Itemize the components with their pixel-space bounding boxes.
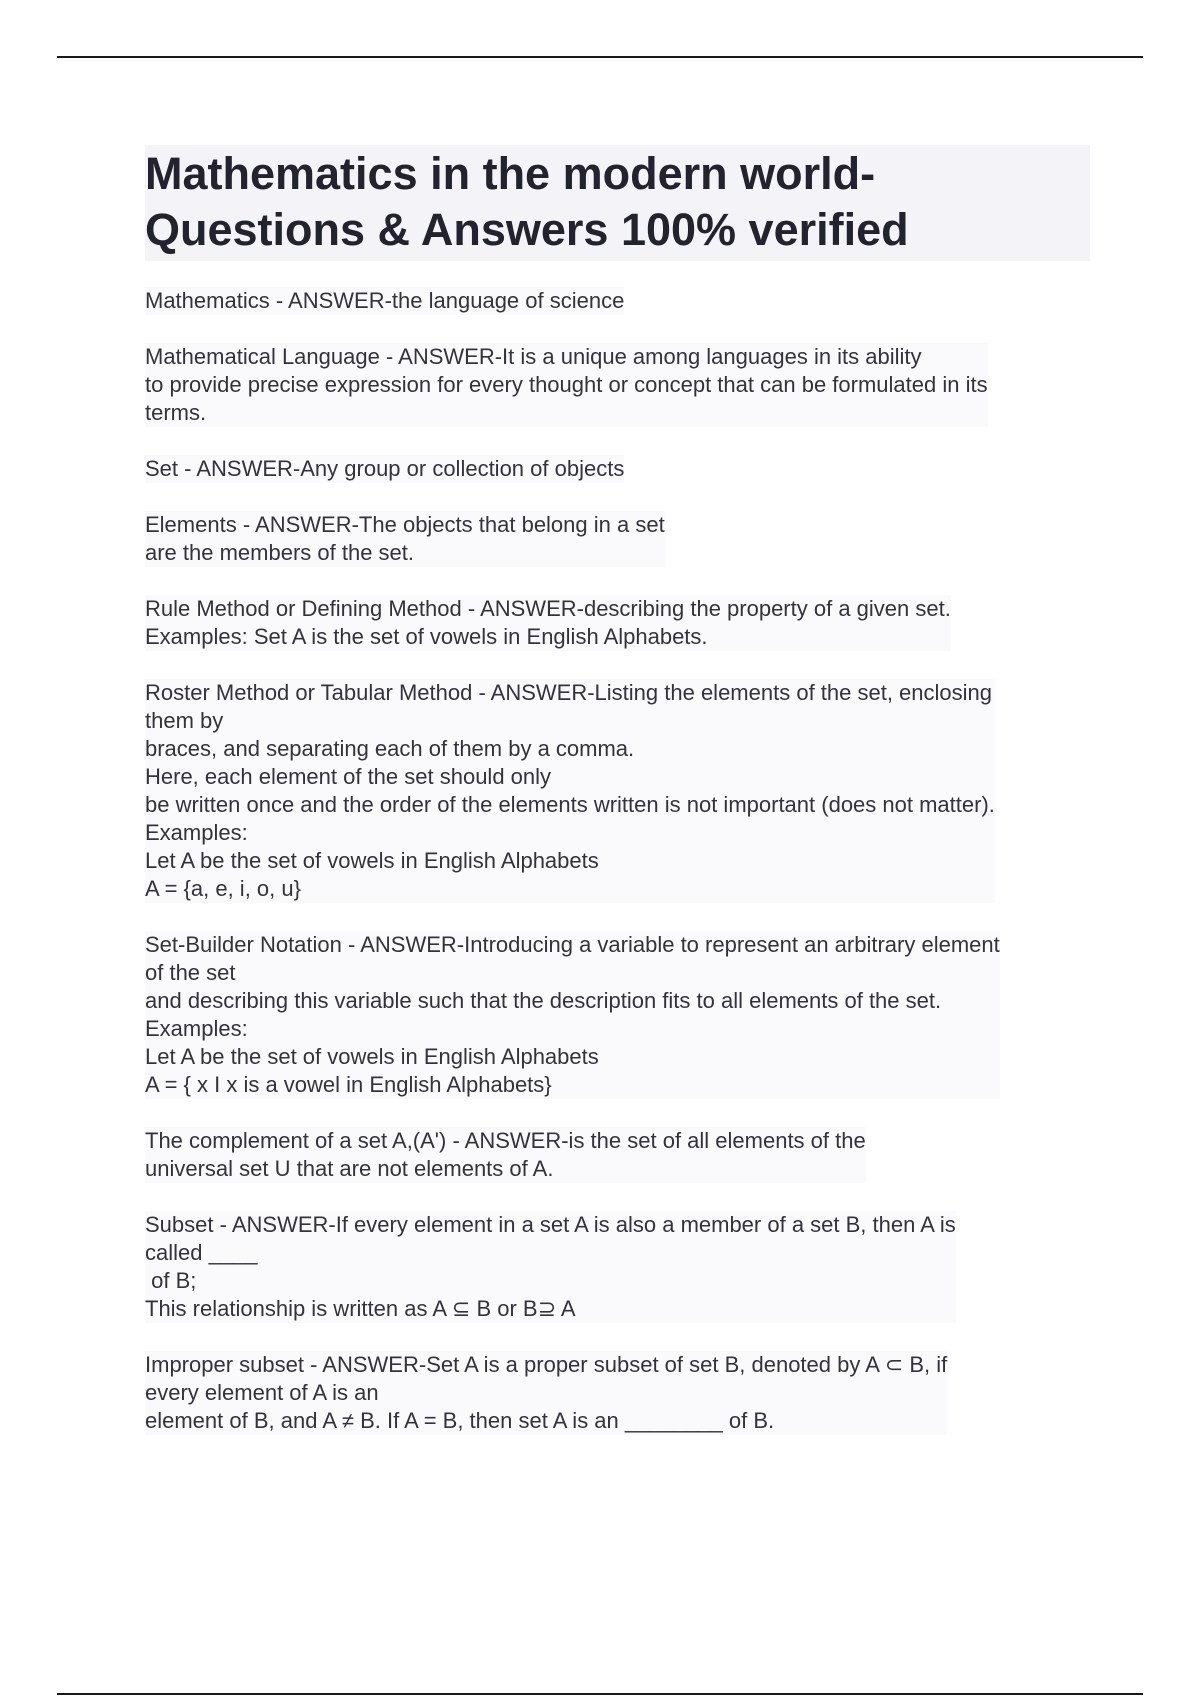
qa-line: be written once and the order of the elements written is not important (does not matter). [145, 792, 995, 817]
qa-line: Elements - ANSWER-The objects that belong in a set [145, 512, 665, 537]
qa-item [145, 455, 624, 483]
qa-line: Examples: Set A is the set of vowels in English Alphabets. [145, 624, 708, 649]
qa-item [145, 679, 995, 903]
qa-line: Set - ANSWER-Any group or collection of objects [145, 456, 625, 481]
qa-line: Here, each element of the set should only [145, 764, 552, 789]
qa-line: Set-Builder Notation - ANSWER-Introducing a variable to represent an arbitrary element [145, 932, 1000, 957]
qa-line: element of B, and A ≠ B. If A = B, then set A is an ________ of B. [145, 1408, 775, 1433]
qa-line: Rule Method or Defining Method - ANSWER-describing the property of a given set. [145, 596, 951, 621]
qa-line: universal set U that are not elements of A. [145, 1156, 554, 1181]
qa-item [145, 1351, 947, 1435]
qa-line: This relationship is written as A ⊆ B or B⊇ A [145, 1296, 576, 1321]
header-rule [57, 56, 1143, 58]
qa-line: every element of A is an [145, 1380, 379, 1405]
qa-line: Roster Method or Tabular Method - ANSWER-Listing the elements of the set, enclosing [145, 680, 993, 705]
qa-line: Let A be the set of vowels in English Alphabets [145, 1044, 599, 1069]
qa-line: are the members of the set. [145, 540, 415, 565]
qa-line: them by [145, 708, 224, 733]
qa-line: Examples: [145, 820, 248, 845]
document-title [145, 145, 1090, 261]
title-line: Questions & Answers 100% verified [145, 204, 909, 255]
qa-list [145, 287, 1090, 1435]
qa-item [145, 511, 665, 567]
qa-item [145, 1127, 866, 1183]
qa-line: and describing this variable such that the description fits to all elements of the set. [145, 988, 942, 1013]
qa-line: of the set [145, 960, 236, 985]
footer-rule [57, 1693, 1143, 1695]
qa-item [145, 595, 951, 651]
qa-line: to provide precise expression for every thought or concept that can be formulated in its [145, 372, 988, 397]
qa-line: of B; [145, 1268, 197, 1293]
qa-line: Examples: [145, 1016, 248, 1041]
qa-line: braces, and separating each of them by a comma. [145, 736, 635, 761]
qa-item [145, 343, 988, 427]
qa-item [145, 287, 624, 315]
qa-line: A = {a, e, i, o, u} [145, 876, 301, 901]
qa-line: The complement of a set A,(A') - ANSWER-is the set of all elements of the [145, 1128, 866, 1153]
title-line: Mathematics in the modern world- [145, 148, 876, 199]
qa-line: A = { x I x is a vowel in English Alphabets} [145, 1072, 552, 1097]
qa-item [145, 931, 1000, 1099]
qa-line: Let A be the set of vowels in English Alphabets [145, 848, 599, 873]
qa-line: terms. [145, 400, 207, 425]
qa-line: called ____ [145, 1240, 258, 1265]
qa-line: Subset - ANSWER-If every element in a set A is also a member of a set B, then A is [145, 1212, 956, 1237]
qa-line: Mathematical Language - ANSWER-It is a unique among languages in its ability [145, 344, 922, 369]
qa-line: Mathematics - ANSWER-the language of science [145, 288, 625, 313]
qa-item [145, 1211, 956, 1323]
qa-line: Improper subset - ANSWER-Set A is a proper subset of set B, denoted by A ⊂ B, if [145, 1352, 948, 1377]
document-body [145, 145, 1090, 1463]
